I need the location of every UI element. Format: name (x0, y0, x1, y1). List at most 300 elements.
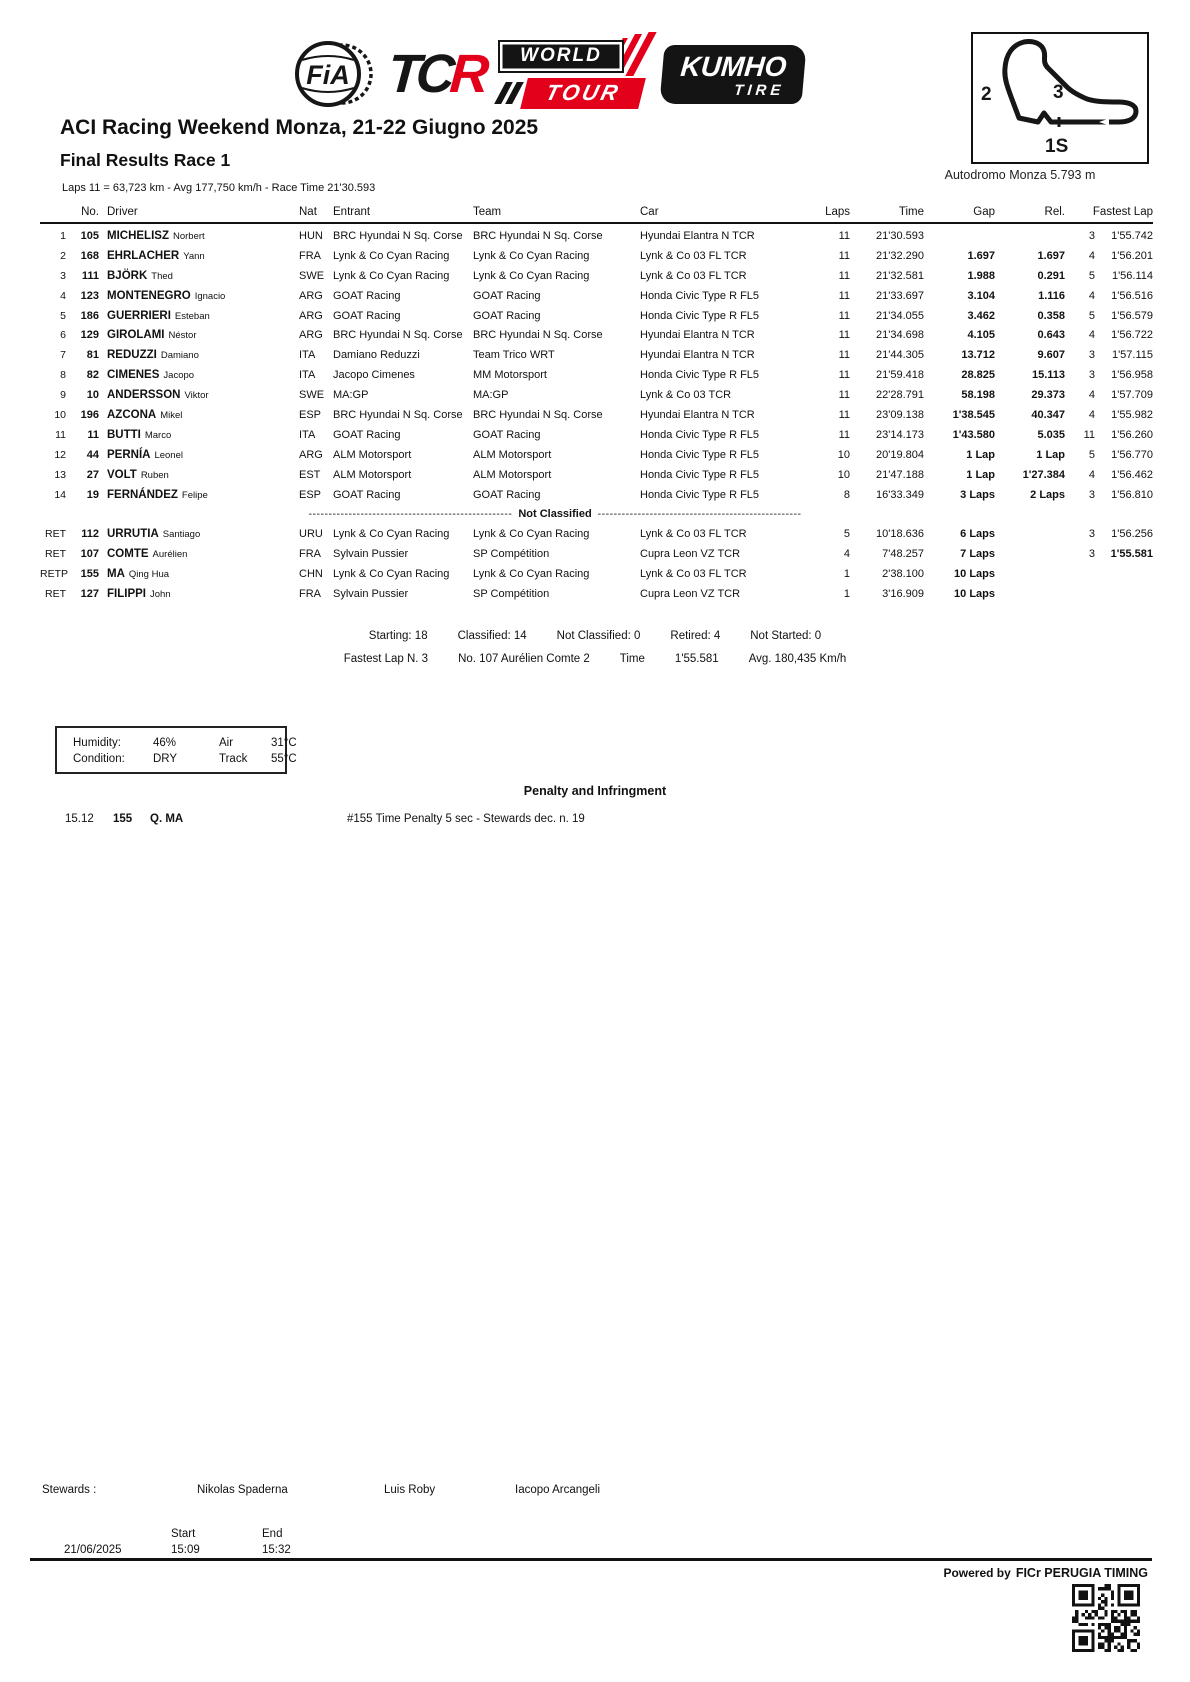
track-temp-value: 55°C (271, 753, 297, 765)
cell-laps: 11 (838, 349, 850, 362)
penalty-heading: Penalty and Infringment (523, 784, 667, 798)
cell-car: Hyundai Elantra N TCR (640, 408, 755, 421)
cell-position: 7 (60, 349, 66, 362)
session-date: 21/06/2025 (64, 1544, 122, 1556)
driver-surname: VOLT (107, 468, 137, 481)
cell-laps: 8 (843, 488, 850, 501)
table-row (40, 345, 1153, 365)
cell-gap: 10 Laps (954, 588, 995, 601)
cell-driver (105, 469, 295, 481)
cell-gap: 1'38.545 (952, 408, 995, 421)
cell-time: 3'16.909 (882, 588, 924, 601)
cell-nationality: ESP (299, 488, 322, 501)
cell-car-number: 44 (86, 448, 99, 461)
cell-position: 9 (60, 389, 66, 402)
col-header-nat: Nat (299, 206, 317, 218)
driver-surname: PERNÍA (107, 448, 151, 461)
track-caption: Autodromo Monza 5.793 m (944, 168, 1096, 182)
cell-laps: 10 (837, 468, 850, 481)
cell-car: Cupra Leon VZ TCR (640, 548, 741, 561)
table-row (40, 385, 1153, 405)
header-logos (292, 28, 804, 120)
cell-car: Lynk & Co 03 TCR (640, 389, 732, 402)
cell-team: BRC Hyundai N Sq. Corse (473, 329, 603, 342)
cell-driver (105, 369, 295, 381)
cell-fastest-lap-time: 1'56.201 (1111, 249, 1153, 262)
cell-driver (105, 489, 295, 501)
cell-time: 23'09.138 (876, 408, 924, 421)
cell-fastest-lap-time: 1'56.260 (1111, 428, 1153, 441)
driver-surname: AZCONA (107, 408, 157, 421)
kumho-tire-logo (659, 45, 806, 104)
col-header-team: Team (473, 206, 502, 218)
driver-surname: ANDERSSON (107, 389, 181, 402)
not-classified-label: Not Classified (518, 508, 592, 521)
sector1-start-label: 1S (1045, 136, 1069, 157)
cell-position: RETP (40, 568, 69, 581)
cell-position: 12 (54, 448, 66, 461)
cell-time: 21'34.698 (876, 329, 924, 342)
cell-fastest-lap-time: 1'56.462 (1111, 468, 1153, 481)
penalty-car-no: 155 (113, 813, 133, 825)
cell-fastest-lap-number: 4 (1088, 329, 1095, 342)
air-label: Air (219, 737, 234, 749)
cell-nationality: FRA (299, 548, 321, 561)
cell-laps: 11 (838, 329, 850, 342)
page-subtitle: Final Results Race 1 (60, 150, 231, 170)
cell-fastest-lap-number: 5 (1088, 309, 1095, 322)
cell-nationality: FRA (299, 588, 321, 601)
cell-car-number: 129 (80, 329, 99, 342)
cell-fastest-lap-number: 3 (1088, 488, 1095, 501)
cell-time: 21'33.697 (876, 289, 924, 302)
cell-fastest-lap-number: 3 (1088, 528, 1095, 541)
header-rule (40, 222, 1153, 224)
cell-car: Honda Civic Type R FL5 (640, 448, 760, 461)
cell-car: Honda Civic Type R FL5 (640, 468, 760, 481)
results-table (40, 204, 1153, 604)
tour-label: TOUR (543, 80, 624, 105)
cell-nationality: ITA (299, 369, 316, 382)
cell-position: RET (45, 548, 66, 561)
cell-entrant: Lynk & Co Cyan Racing (333, 528, 450, 541)
cell-driver (105, 349, 295, 361)
cell-position: RET (45, 528, 66, 541)
driver-surname: EHRLACHER (107, 249, 180, 262)
cell-car-number: 186 (80, 309, 99, 322)
cell-entrant: BRC Hyundai N Sq. Corse (333, 329, 463, 342)
cell-gap: 1 Lap (966, 448, 995, 461)
track-map (971, 32, 1149, 164)
cell-team: SP Compétition (473, 588, 550, 601)
cell-rel: 15.113 (1031, 369, 1065, 382)
table-row (40, 465, 1153, 485)
cell-team: SP Compétition (473, 548, 550, 561)
cell-gap: 6 Laps (960, 528, 995, 541)
driver-given-name: Esteban (174, 310, 210, 322)
cell-fastest-lap-time: 1'56.579 (1111, 309, 1153, 322)
cell-gap: 13.712 (961, 349, 995, 362)
stewards-row (0, 1484, 1190, 1500)
cell-rel: 0.358 (1037, 309, 1065, 322)
cell-gap: 1.697 (967, 249, 995, 262)
table-row (40, 286, 1153, 306)
cell-team: GOAT Racing (473, 309, 541, 322)
cell-rel: 2 Laps (1030, 488, 1065, 501)
cell-gap: 4.105 (967, 329, 995, 342)
fastest-lap-avg: Avg. 180,435 Km/h (748, 653, 847, 665)
summary-not-classified: Not Classified: 0 (556, 630, 641, 642)
cell-driver (105, 548, 295, 560)
cell-driver (105, 270, 295, 282)
cell-fastest-lap-time: 1'56.516 (1111, 289, 1153, 302)
cell-entrant: Lynk & Co Cyan Racing (333, 568, 450, 581)
cell-entrant: ALM Motorsport (333, 468, 412, 481)
cell-team: MA:GP (473, 389, 509, 402)
cell-team: Lynk & Co Cyan Racing (473, 269, 590, 282)
cell-fastest-lap-time: 1'56.256 (1111, 528, 1153, 541)
cell-team: Team Trico WRT (473, 349, 555, 362)
driver-surname: CIMENES (107, 369, 160, 382)
cell-position: 11 (55, 428, 66, 441)
cell-nationality: ITA (299, 349, 316, 362)
driver-given-name: Damiano (160, 350, 199, 362)
classified-rows (40, 226, 1153, 504)
table-row (40, 425, 1153, 445)
cell-nationality: ARG (299, 448, 323, 461)
table-row (40, 266, 1153, 286)
session-end-time: 15:32 (262, 1544, 291, 1556)
driver-surname: URRUTIA (107, 528, 159, 541)
cell-car: Hyundai Elantra N TCR (640, 329, 755, 342)
driver-surname: FILIPPI (107, 588, 146, 601)
cell-team: BRC Hyundai N Sq. Corse (473, 229, 603, 242)
penalty-row (0, 813, 1190, 829)
driver-surname: FERNÁNDEZ (107, 488, 178, 501)
cell-fastest-lap-time: 1'56.810 (1111, 488, 1153, 501)
cell-laps: 1 (843, 568, 850, 581)
cell-fastest-lap-number: 4 (1088, 389, 1095, 402)
cell-nationality: ARG (299, 329, 323, 342)
cell-time: 2'38.100 (882, 568, 924, 581)
cell-car-number: 168 (80, 249, 99, 262)
cell-driver (105, 250, 295, 262)
svg-text:FiA: FiA (306, 60, 350, 90)
steward-name: Luis Roby (384, 1484, 436, 1496)
cell-car-number: 81 (86, 349, 99, 362)
cell-laps: 11 (838, 229, 850, 242)
qr-code-icon (1072, 1584, 1140, 1652)
penalty-description: #155 Time Penalty 5 sec - Stewards dec. n. 19 (347, 813, 585, 825)
cell-fastest-lap-number: 11 (1083, 428, 1095, 441)
cell-team: BRC Hyundai N Sq. Corse (473, 408, 603, 421)
cell-gap: 1'43.580 (952, 428, 995, 441)
cell-position: 3 (60, 269, 66, 282)
table-row (40, 246, 1153, 266)
cell-nationality: HUN (299, 229, 323, 242)
col-header-driver: Driver (107, 206, 138, 218)
tcr-logo-tc: TC (385, 44, 453, 104)
classification-summary (0, 630, 1190, 642)
cell-entrant: Damiano Reduzzi (333, 349, 420, 362)
cell-car: Lynk & Co 03 FL TCR (640, 269, 747, 282)
driver-surname: MA (107, 568, 125, 581)
powered-by-label: Powered by (943, 1566, 1011, 1580)
cell-laps: 11 (838, 369, 850, 382)
cell-time: 21'32.581 (876, 269, 924, 282)
cell-fastest-lap-number: 3 (1088, 349, 1095, 362)
cell-fastest-lap-time: 1'56.114 (1111, 269, 1153, 282)
cell-team: ALM Motorsport (473, 468, 552, 481)
condition-label: Condition: (73, 753, 125, 765)
cell-car-number: 111 (81, 269, 99, 282)
track-temp-label: Track (219, 753, 248, 765)
table-header-row (40, 204, 1153, 220)
cell-position: 14 (54, 488, 66, 501)
cell-time: 22'28.791 (876, 389, 924, 402)
cell-time: 21'47.188 (876, 468, 924, 481)
cell-nationality: ESP (299, 408, 322, 421)
cell-car-number: 127 (80, 588, 99, 601)
driver-given-name: Norbert (172, 230, 205, 242)
table-row (40, 485, 1153, 505)
cell-car: Hyundai Elantra N TCR (640, 349, 755, 362)
cell-fastest-lap-time: 1'55.581 (1110, 548, 1153, 561)
cell-position: 1 (60, 229, 66, 242)
cell-laps: 4 (843, 548, 850, 561)
cell-entrant: GOAT Racing (333, 428, 401, 441)
cell-laps: 11 (838, 389, 850, 402)
cell-nationality: ARG (299, 309, 323, 322)
timing-brand: FICr PERUGIA TIMING (1015, 1566, 1148, 1580)
cell-entrant: BRC Hyundai N Sq. Corse (333, 229, 463, 242)
cell-car-number: 123 (80, 289, 99, 302)
cell-driver (105, 568, 295, 580)
condition-value: DRY (153, 753, 178, 765)
summary-retired: Retired: 4 (670, 630, 721, 642)
cell-fastest-lap-number: 3 (1088, 229, 1095, 242)
cell-time: 16'33.349 (876, 488, 924, 501)
table-row (40, 445, 1153, 465)
table-row (40, 584, 1153, 604)
tcr-logo (385, 44, 487, 104)
cell-car: Honda Civic Type R FL5 (640, 428, 760, 441)
cell-driver (105, 588, 295, 600)
cell-fastest-lap-number: 4 (1088, 468, 1095, 481)
humidity-label: Humidity: (73, 737, 121, 749)
kumho-label: KUMHO (679, 50, 788, 82)
penalty-time: 15.12 (65, 813, 94, 825)
cell-nationality: ITA (299, 428, 316, 441)
cell-driver (105, 409, 295, 421)
cell-gap: 1 Lap (966, 468, 995, 481)
session-end-label: End (262, 1528, 283, 1540)
driver-given-name: Néstor (168, 330, 197, 342)
cell-fastest-lap-number: 5 (1088, 448, 1095, 461)
cell-car: Honda Civic Type R FL5 (640, 289, 760, 302)
humidity-value: 46% (153, 737, 177, 749)
cell-rel: 1.697 (1037, 249, 1065, 262)
table-row (40, 325, 1153, 345)
cell-entrant: Sylvain Pussier (333, 548, 409, 561)
cell-fastest-lap-time: 1'57.709 (1111, 389, 1153, 402)
driver-given-name: Thed (151, 270, 173, 282)
cell-driver (105, 329, 295, 341)
cell-rel: 1'27.384 (1022, 468, 1065, 481)
driver-given-name: Aurélien (152, 549, 188, 561)
cell-nationality: SWE (299, 389, 325, 402)
driver-given-name: Mikel (160, 409, 183, 421)
tcr-logo-r: R (447, 44, 487, 104)
cell-laps: 10 (837, 448, 850, 461)
cell-car: Honda Civic Type R FL5 (640, 309, 760, 322)
sector2-label: 2 (981, 84, 992, 105)
track-outline (1005, 41, 1136, 122)
cell-car: Hyundai Elantra N TCR (640, 229, 755, 242)
fia-logo-icon (292, 30, 374, 118)
world-tour-logo (498, 34, 648, 114)
table-row (40, 226, 1153, 246)
fastest-lap-summary (0, 653, 1190, 665)
steward-name: Iacopo Arcangeli (515, 1484, 601, 1496)
cell-team: Lynk & Co Cyan Racing (473, 528, 590, 541)
table-row (40, 306, 1153, 326)
sector3-label: 3 (1053, 82, 1064, 103)
cell-nationality: FRA (299, 249, 321, 262)
cell-car: Honda Civic Type R FL5 (640, 369, 760, 382)
cell-team: GOAT Racing (473, 289, 541, 302)
steward-name: Nikolas Spaderna (197, 1484, 288, 1496)
cell-fastest-lap-time: 1'56.958 (1111, 369, 1153, 382)
col-header-time: Time (898, 206, 924, 218)
footer-rule (30, 1558, 1152, 1561)
cell-gap: 10 Laps (954, 568, 995, 581)
col-header-entrant: Entrant (333, 206, 371, 218)
table-row (40, 405, 1153, 425)
cell-car: Honda Civic Type R FL5 (640, 488, 760, 501)
cell-laps: 5 (843, 528, 850, 541)
cell-driver (105, 310, 295, 322)
driver-given-name: Qing Hua (128, 569, 170, 581)
cell-rel: 1.116 (1038, 289, 1065, 302)
col-header-laps: Laps (825, 206, 850, 218)
cell-time: 21'34.055 (876, 309, 924, 322)
cell-fastest-lap-time: 1'55.742 (1111, 229, 1153, 242)
driver-surname: BUTTI (107, 428, 141, 441)
summary-starting: Starting: 18 (368, 630, 428, 642)
col-header-gap: Gap (973, 206, 995, 218)
cell-fastest-lap-number: 5 (1088, 269, 1095, 282)
cell-rel: 5.035 (1037, 428, 1065, 441)
driver-surname: MONTENEGRO (107, 289, 191, 302)
cell-fastest-lap-number: 4 (1088, 408, 1095, 421)
driver-given-name: Ignacio (194, 290, 226, 302)
cell-entrant: MA:GP (333, 389, 369, 402)
cell-driver (105, 528, 295, 540)
col-header-rel: Rel. (1044, 206, 1065, 218)
col-header-no: No. (81, 206, 99, 218)
cell-driver (105, 389, 295, 401)
cell-nationality: CHN (299, 568, 323, 581)
cell-fastest-lap-time: 1'56.770 (1111, 448, 1153, 461)
cell-position: 10 (54, 408, 66, 421)
cell-car-number: 196 (80, 408, 99, 421)
cell-team: Lynk & Co Cyan Racing (473, 249, 590, 262)
cell-entrant: ALM Motorsport (333, 448, 412, 461)
cell-fastest-lap-number: 4 (1088, 289, 1095, 302)
table-row (40, 365, 1153, 385)
cell-time: 21'59.418 (876, 369, 924, 382)
cell-fastest-lap-time: 1'57.115 (1111, 349, 1153, 362)
cell-gap: 3.104 (967, 289, 995, 302)
fastest-lap-n: Fastest Lap N. 3 (343, 653, 429, 665)
cell-car: Lynk & Co 03 FL TCR (640, 528, 747, 541)
cell-gap: 3 Laps (960, 488, 995, 501)
cell-entrant: Lynk & Co Cyan Racing (333, 249, 450, 262)
cell-entrant: Jacopo Cimenes (333, 369, 415, 382)
fastest-lap-time: 1'55.581 (674, 653, 719, 665)
session-start-label: Start (171, 1528, 196, 1540)
cell-car-number: 105 (80, 229, 99, 242)
separator-dashes: --------------------------------------------------- (597, 508, 802, 521)
cell-time: 21'32.290 (876, 249, 924, 262)
powered-by (943, 1566, 1148, 1580)
cell-position: 8 (60, 369, 66, 382)
driver-given-name: Yann (183, 250, 205, 262)
cell-car-number: 112 (81, 528, 99, 541)
cell-entrant: Sylvain Pussier (333, 588, 409, 601)
penalty-driver: Q. MA (150, 813, 184, 825)
cell-car-number: 19 (86, 488, 99, 501)
conditions-row (73, 751, 297, 767)
cell-time: 21'30.593 (876, 229, 924, 242)
cell-car: Lynk & Co 03 FL TCR (640, 249, 747, 262)
driver-given-name: Marco (144, 429, 172, 441)
cell-entrant: BRC Hyundai N Sq. Corse (333, 408, 463, 421)
cell-position: 13 (54, 468, 66, 481)
cell-time: 21'44.305 (876, 349, 924, 362)
cell-rel: 0.643 (1037, 329, 1065, 342)
cell-nationality: SWE (299, 269, 325, 282)
tour-badge (520, 78, 646, 109)
cell-laps: 11 (838, 249, 850, 262)
separator-dashes: --------------------------------------------------- (308, 508, 513, 521)
cell-position: 5 (60, 309, 66, 322)
cell-team: Lynk & Co Cyan Racing (473, 568, 590, 581)
driver-given-name: Santiago (162, 529, 201, 541)
session-start-time: 15:09 (171, 1544, 200, 1556)
driver-given-name: John (149, 589, 171, 601)
race-info: Laps 11 = 63,723 km - Avg 177,750 km/h - Race Time 21'30.593 (62, 182, 376, 194)
cell-laps: 11 (838, 269, 850, 282)
table-row (40, 544, 1153, 564)
cell-nationality: EST (299, 468, 321, 481)
air-value: 31°C (271, 737, 297, 749)
cell-car-number: 155 (80, 568, 99, 581)
driver-given-name: Leonel (154, 449, 183, 461)
not-classified-separator (40, 504, 1070, 524)
cell-driver (105, 429, 295, 441)
cell-nationality: URU (299, 528, 323, 541)
world-label: WORLD (520, 45, 602, 66)
cell-entrant: GOAT Racing (333, 309, 401, 322)
cell-team: GOAT Racing (473, 488, 541, 501)
cell-laps: 11 (838, 309, 850, 322)
cell-car-number: 107 (80, 548, 99, 561)
cell-team: GOAT Racing (473, 428, 541, 441)
cell-position: 2 (60, 249, 66, 262)
cell-laps: 11 (838, 289, 850, 302)
